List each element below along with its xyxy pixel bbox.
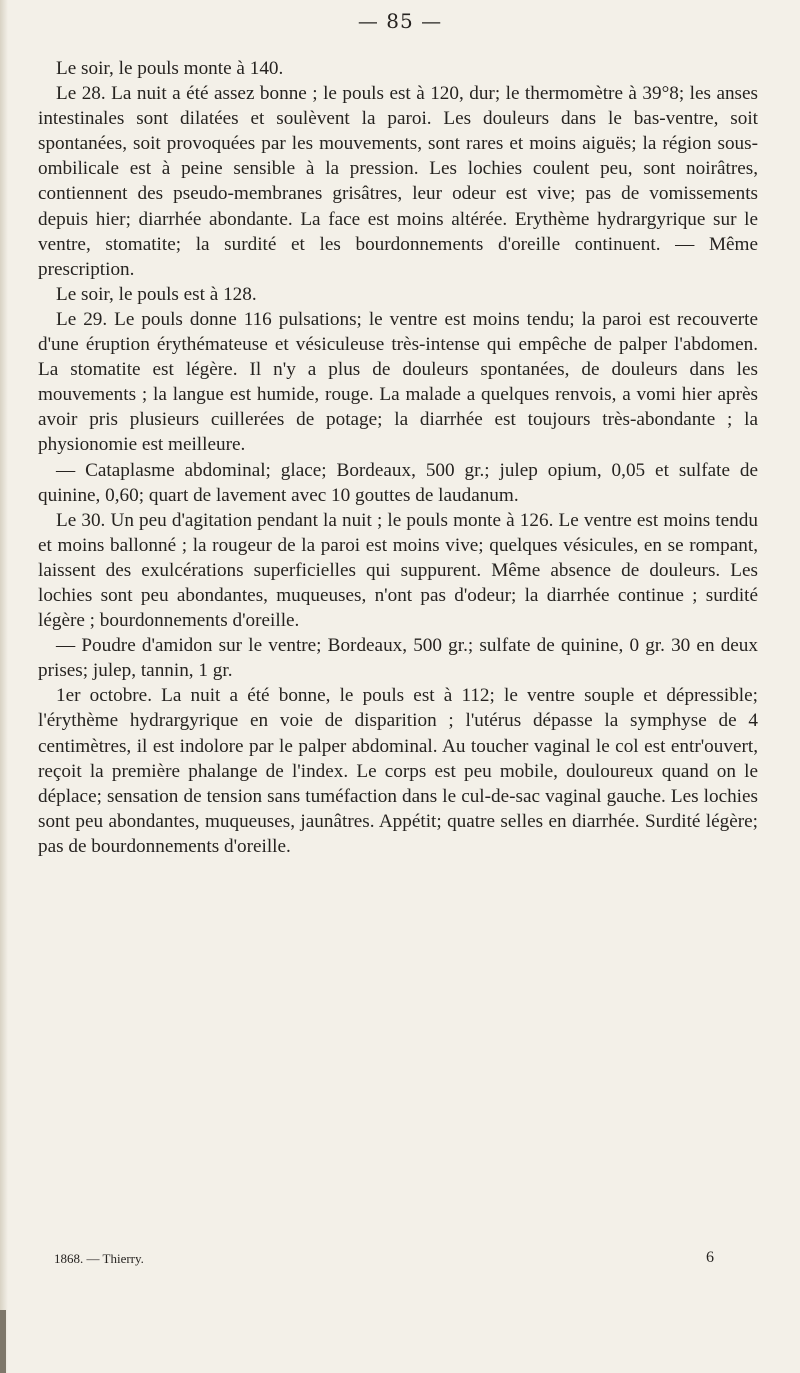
paragraph: — Poudre d'amidon sur le ventre; Bordeaux, 500 gr.; sulfate de quinine, 0 gr. 30 en deux prises; julep, tannin, 1 gr. xyxy=(38,635,758,682)
page-edge-shadow xyxy=(0,0,8,1373)
body-text xyxy=(38,56,758,859)
paragraph: Le soir, le pouls monte à 140. xyxy=(56,58,284,79)
binding-edge xyxy=(0,1310,6,1373)
paragraph: Le soir, le pouls est à 128. xyxy=(56,283,257,305)
page-footer xyxy=(54,1251,754,1267)
signature-mark: 6 xyxy=(706,1249,714,1266)
paragraph: Le 30. Un peu d'agitation pendant la nuit ; le pouls monte à 126. Le ventre est moins tendu et moins ballonné ; la rougeur de la paroi est moins vive; quelques vésicules, en se rompant, laissent des exulcérations superficielles qui suppurent. Même absence de douleurs. Les lochies sont peu abondantes, muqueuses, n'ont pas d'odeur; la diarrhée continue ; surdité légère ; bourdonnements d'oreille. xyxy=(38,509,758,632)
paragraph: 1er octobre. La nuit a été bonne, le pouls est à 112; le ventre souple et dépressible; l'érythème hydrargyrique en voie de disparition ; l'utérus dépasse la symphyse de 4 centimètres, il est indolore par le palper abdominal. Au toucher vaginal le col est entr'ouvert, reçoit la première phalange de l'index. Le corps est peu mobile, douloureux quand on le déplace; sensation de tension sans tuméfaction dans le cul-de-sac vaginal gauche. Les lochies sont peu abondantes, muqueuses, jaunâtres. Appétit; quatre selles en diarrhée. Surdité légère; pas de bourdonnements d'oreille. xyxy=(38,685,758,857)
paragraph: Le 29. Le pouls donne 116 pulsations; le ventre est moins tendu; la paroi est recouverte d'une éruption érythémateuse et vésiculeuse très-intense qui empêche de palper l'abdomen. La stomatite est légère. Il n'y a plus de douleurs spontanées, de douleurs dans les mouvements ; la langue est humide, rouge. La malade a quelques renvois, a vomi hier après avoir pris plusieurs cuillerées de potage; la diarrhée est toujours très-abondante ; la physionomie est meilleure. xyxy=(38,308,758,456)
paragraph: Le 28. La nuit a été assez bonne ; le pouls est à 120, dur; le thermomètre à 39°8; les anses intestinales sont dilatées et soulèvent la paroi. Les douleurs dans le bas-ventre, soit spontanées, soit provoquées par les mouvements, sont rares et moins aiguës; la région sous-ombilicale est à peine sensible à la pression. Les lochies coulent peu, sont noirâtres, contiennent des pseudo-membranes grisâtres, leur odeur est vive; pas de vomissements depuis hier; diarrhée abondante. La face est moins altérée. Erythème hydrargyrique sur le ventre, stomatite; la surdité et les bourdonnements d'oreille continuent. — Même prescription. xyxy=(38,83,758,280)
page-number: — 85 — xyxy=(357,9,443,33)
paragraph: — Cataplasme abdominal; glace; Bordeaux, 500 gr.; julep opium, 0,05 et sulfate de quinine, 0,60; quart de lavement avec 10 gouttes de laudanum. xyxy=(38,459,758,506)
footer-imprint: 1868. — Thierry. xyxy=(54,1251,144,1266)
